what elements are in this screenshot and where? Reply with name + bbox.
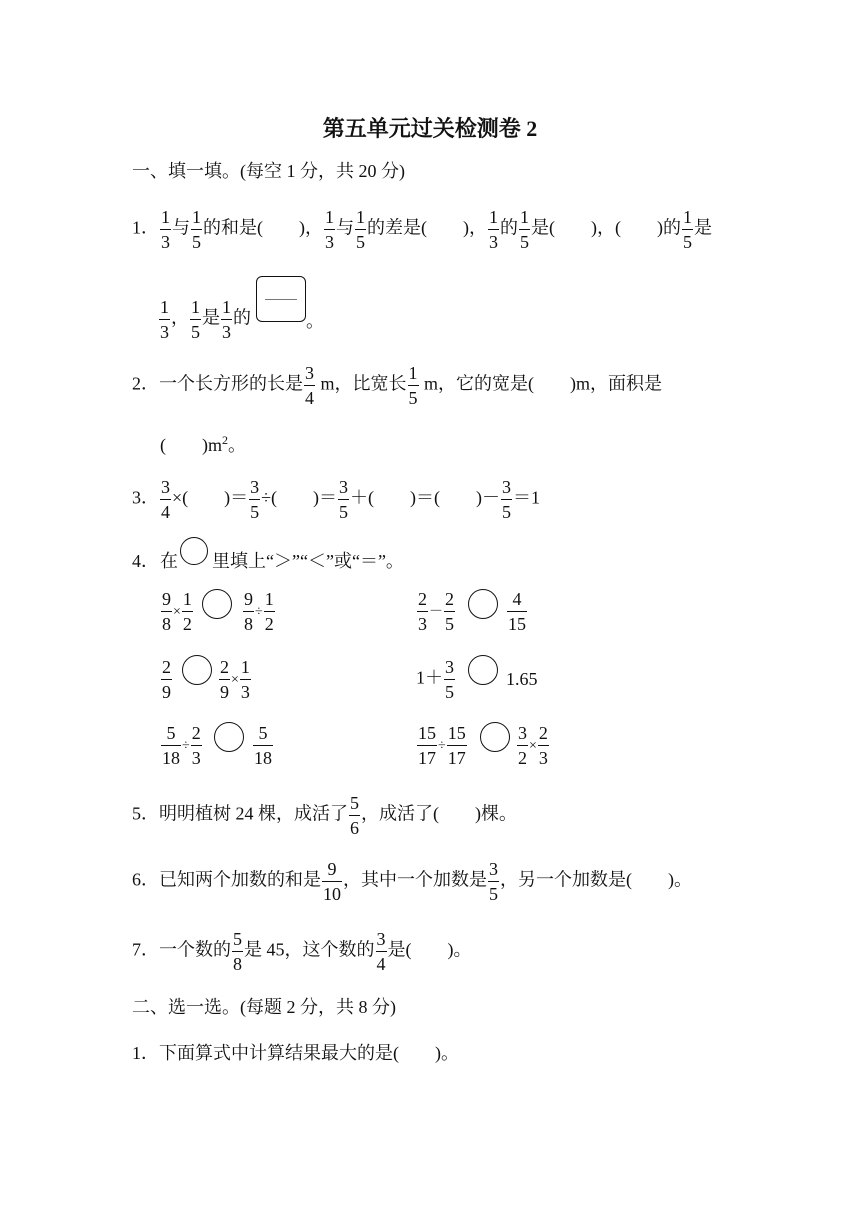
compare-circle-1[interactable] <box>202 589 232 619</box>
question-7: 7．一个数的 $\frac{5}{8}$ 是 45，这个数的 $\frac{3}{4}$ 是( )。 <box>132 929 472 974</box>
fraction-9-10: $\frac{9}{10}$ <box>323 859 341 904</box>
page-title: 第五单元过关检测卷 2 <box>322 116 538 141</box>
fraction-1-5: $\frac{1}{5}$ <box>682 207 692 252</box>
expr-r2a: $\frac{2}{9}$ <box>162 657 171 702</box>
fraction-1-3: $\frac{1}{3}$ <box>325 207 334 252</box>
fraction-3-4: $\frac{3}{4}$ <box>376 929 386 974</box>
fraction-1-3: $\frac{1}{3}$ <box>222 297 231 342</box>
question-2-line1: 2．一个长方形的长是 $\frac{3}{4}$ m，比宽长 $\frac{1}{5}$ m，它的宽是( )m，面积是 <box>132 363 663 408</box>
fraction-1-3: $\frac{1}{3}$ <box>160 297 169 342</box>
section2-heading: 二、选一选。(每题 2 分，共 8 分) <box>132 997 396 1017</box>
compare-circle-4[interactable] <box>468 655 498 685</box>
expr-r2c: 1＋ $\frac{3}{5}$ <box>416 657 454 702</box>
question-4-num: 4． <box>132 551 159 571</box>
expr-r1d: $\frac{4}{15}$ <box>508 589 526 634</box>
fraction-3-5: $\frac{3}{5}$ <box>489 859 498 904</box>
compare-circle-2[interactable] <box>468 589 498 619</box>
compare-circle-6[interactable] <box>480 722 510 752</box>
superscript-2: 2 <box>222 433 228 447</box>
fraction-1-5: $\frac{1}{5}$ <box>356 207 365 252</box>
fraction-3-5: $\frac{3}{5}$ <box>339 477 349 522</box>
fraction-3-4: $\frac{3}{4}$ <box>305 363 314 408</box>
question-6: 6．已知两个加数的和是 $\frac{9}{10}$ ，其中一个加数是 $\frac{3}{5}$ ，另一个加数是( )。 <box>132 859 692 904</box>
question-2-line2: ( )$m^2$。 <box>160 433 246 455</box>
fraction-5-8: $\frac{5}{8}$ <box>233 929 242 974</box>
question-3: 3． $\frac{3}{4}$ ×( )＝ $\frac{3}{5}$ ÷( )＝ $\frac{3}{5}$ ＋( )＝( )－ $\frac{3}{5}$ ＝1 <box>132 477 540 522</box>
question-number: 1． <box>132 217 159 238</box>
fraction-3-5: $\frac{3}{5}$ <box>250 477 260 522</box>
circle-icon <box>180 537 208 565</box>
expr-r1a: $\frac{9}{8}$ × $\frac{1}{2}$ <box>162 589 192 634</box>
compare-circle-5[interactable] <box>214 722 244 752</box>
fraction-1-5: $\frac{1}{5}$ <box>520 207 529 252</box>
section2-question-1: 1．下面算式中计算结果最大的是( )。 <box>132 1043 459 1063</box>
fraction-1-5: $\frac{1}{5}$ <box>192 207 201 252</box>
expr-r3a: $\frac{5}{18}$ ÷ $\frac{2}{3}$ <box>162 723 201 768</box>
expr-r3c: $\frac{15}{17}$ ÷ $\frac{15}{17}$ <box>418 723 466 768</box>
expr-r3d: $\frac{3}{2}$ × $\frac{2}{3}$ <box>518 723 548 768</box>
question-1-end: 。 <box>306 311 324 331</box>
fraction-1-3: $\frac{1}{3}$ <box>489 207 498 252</box>
fraction-1-3: $\frac{1}{3}$ <box>161 207 170 252</box>
expr-r2d: 1.65 <box>506 669 538 689</box>
question-1-line1: 1． $\frac{1}{3}$ 与 $\frac{1}{5}$ 的和是( )， $\frac{1}{3}$ 与 $\frac{1}{5}$ 的差是( )， $\frac{1}{3}$ 的 $\frac{1}{5}$ 是( )，( )的 $\frac{1}{5}$ 是 <box>132 207 712 252</box>
expr-r1b: $\frac{9}{8}$ ÷ $\frac{1}{2}$ <box>244 589 274 634</box>
fraction-answer-box[interactable] <box>256 276 306 322</box>
fraction-3-5: $\frac{3}{5}$ <box>502 477 511 522</box>
fraction-1-5: $\frac{1}{5}$ <box>191 297 200 342</box>
question-4-t1: 在 <box>160 551 178 571</box>
expr-r1c: $\frac{2}{3}$ － $\frac{2}{5}$ <box>418 589 454 634</box>
fraction-5-6: $\frac{5}{6}$ <box>350 793 359 838</box>
compare-circle-3[interactable] <box>182 655 212 685</box>
question-4-instruction: 里填上“＞”“＜”或“＝”。 <box>212 551 404 571</box>
expr-r3b: $\frac{5}{18}$ <box>254 723 272 768</box>
fraction-3-4: $\frac{3}{4}$ <box>161 477 170 522</box>
question-5: 5．明明植树 24 棵，成活了 $\frac{5}{6}$ ，成活了( )棵。 <box>132 793 517 838</box>
question-1-line2: $\frac{1}{3}$ ， $\frac{1}{5}$ 是 $\frac{1}{3}$ 的 <box>160 297 251 342</box>
fraction-1-5: $\frac{1}{5}$ <box>408 363 418 408</box>
expr-r2b: $\frac{2}{9}$ × $\frac{1}{3}$ <box>220 657 250 702</box>
section1-heading: 一、填一填。(每空 1 分，共 20 分) <box>132 161 405 181</box>
